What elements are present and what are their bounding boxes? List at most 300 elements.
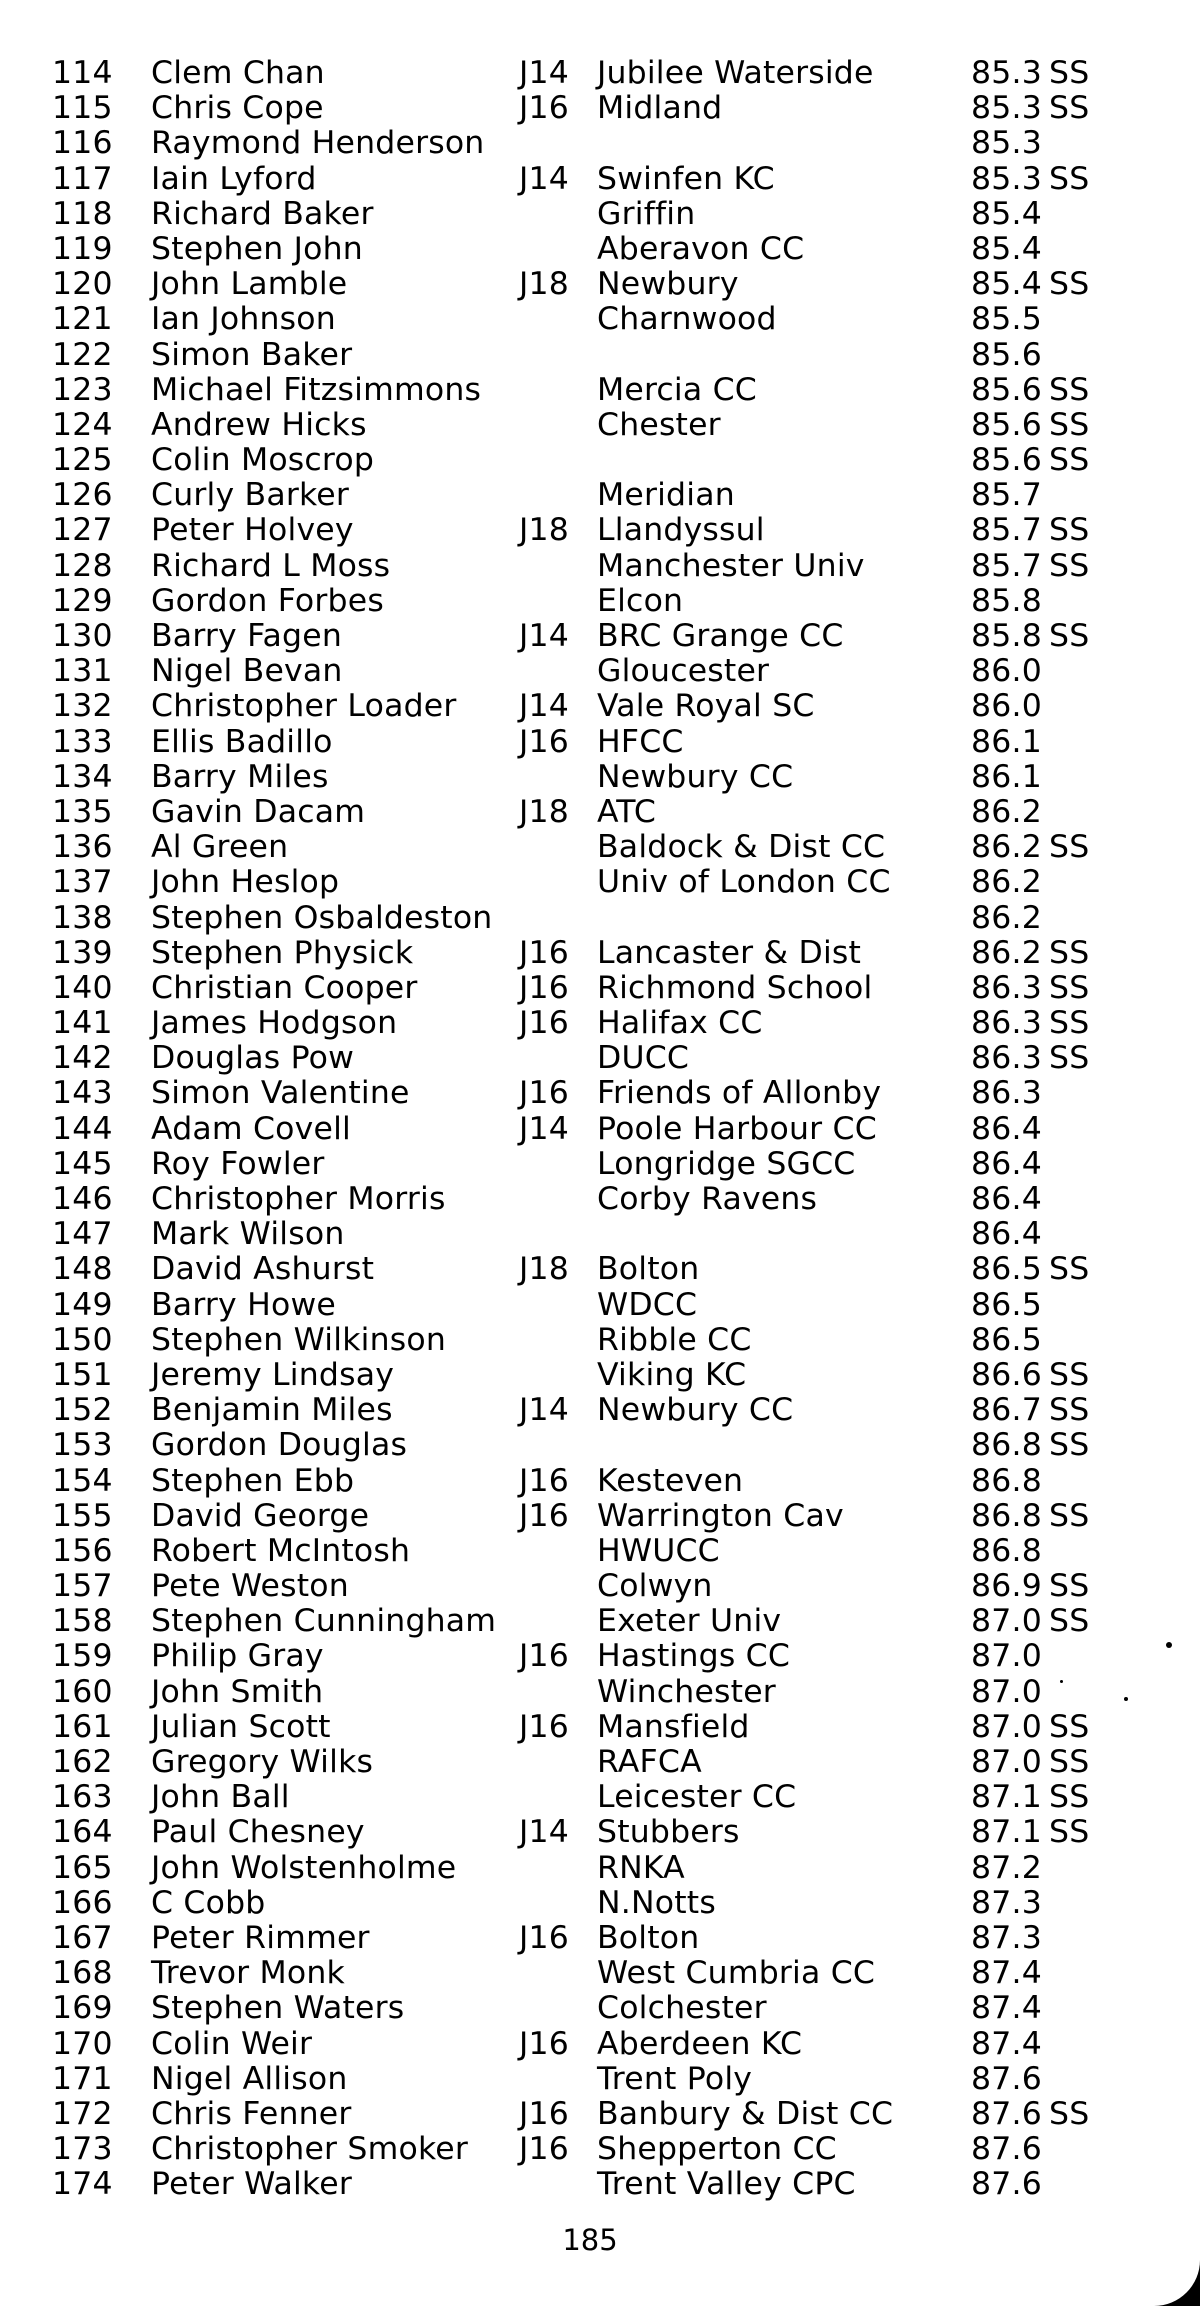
club-name: Midland	[597, 90, 723, 127]
club-name: Griffin	[597, 195, 696, 232]
result-row	[0, 232, 1200, 267]
club-name: Mercia CC	[597, 371, 757, 408]
result-flag: SS	[1049, 2095, 1090, 2132]
club-name: Chester	[597, 406, 721, 443]
club-name: Colwyn	[597, 1568, 713, 1605]
result-time: 86.3	[971, 969, 1042, 1006]
result-time: 85.8	[971, 618, 1042, 654]
competitor-name: Raymond Henderson	[151, 125, 485, 162]
result-time: 87.0	[971, 1638, 1042, 1675]
club-name: Ribble CC	[597, 1321, 752, 1358]
competitor-name: Chris Cope	[151, 90, 324, 127]
age-class: J18	[519, 1251, 569, 1288]
result-rank: 131	[52, 653, 113, 690]
club-name: Mansfield	[597, 1708, 750, 1745]
club-name: Winchester	[597, 1673, 776, 1710]
competitor-name: Nigel Bevan	[151, 653, 343, 690]
result-time: 86.8	[971, 1497, 1042, 1534]
result-time: 86.4	[971, 1110, 1042, 1147]
result-flag: SS	[1049, 1356, 1090, 1393]
club-name: Friends of Allonby	[597, 1075, 882, 1112]
club-name: Meridian	[597, 477, 735, 514]
age-class: J16	[519, 2095, 569, 2132]
result-row	[0, 408, 1200, 443]
result-rank: 174	[52, 2166, 113, 2203]
result-time: 86.4	[971, 1216, 1042, 1253]
result-row	[0, 1358, 1200, 1393]
competitor-name: Benjamin Miles	[151, 1392, 393, 1429]
result-flag: SS	[1049, 266, 1090, 303]
competitor-name: Michael Fitzsimmons	[151, 371, 482, 408]
competitor-name: Peter Rimmer	[151, 1919, 370, 1956]
result-row	[0, 1147, 1200, 1182]
result-flag: SS	[1049, 1005, 1090, 1042]
result-rank: 160	[52, 1673, 113, 1710]
result-time: 86.9	[971, 1568, 1042, 1605]
result-row	[0, 971, 1200, 1006]
result-row	[0, 2132, 1200, 2167]
club-name: Colchester	[597, 1990, 767, 2027]
competitor-name: Ellis Badillo	[151, 723, 333, 760]
result-row	[0, 1780, 1200, 1815]
club-name: Hastings CC	[597, 1638, 791, 1675]
club-name: Bolton	[597, 1251, 700, 1288]
result-row	[0, 1182, 1200, 1217]
result-time: 87.3	[971, 1884, 1042, 1921]
print-speck	[1060, 1680, 1063, 1683]
result-row	[0, 1393, 1200, 1428]
result-time: 85.3	[971, 160, 1042, 197]
competitor-name: Stephen Wilkinson	[151, 1321, 447, 1358]
competitor-name: Al Green	[151, 829, 289, 866]
age-class: J18	[519, 266, 569, 303]
result-rank: 139	[52, 934, 113, 971]
result-time: 86.0	[971, 688, 1042, 725]
result-time: 85.4	[971, 230, 1042, 267]
competitor-name: Barry Howe	[151, 1286, 337, 1323]
club-name: Banbury & Dist CC	[597, 2095, 894, 2132]
result-time: 87.0	[971, 1603, 1042, 1640]
club-name: ATC	[597, 793, 657, 830]
result-rank: 137	[52, 864, 113, 901]
result-rank: 122	[52, 336, 113, 373]
result-rank: 169	[52, 1990, 113, 2027]
result-rank: 121	[52, 301, 113, 338]
result-time: 86.5	[971, 1251, 1042, 1288]
result-row	[0, 1604, 1200, 1639]
result-rank: 129	[52, 582, 113, 619]
competitor-name: Peter Holvey	[151, 512, 354, 549]
result-row	[0, 1851, 1200, 1886]
result-rank: 119	[52, 230, 113, 267]
result-rank: 134	[52, 758, 113, 795]
result-row	[0, 2027, 1200, 2062]
result-rank: 144	[52, 1110, 113, 1147]
competitor-name: Christopher Loader	[151, 688, 457, 725]
result-row	[0, 654, 1200, 689]
result-row	[0, 549, 1200, 584]
club-name: HFCC	[597, 723, 684, 760]
result-row	[0, 1956, 1200, 1991]
age-class: J14	[519, 688, 569, 725]
result-flag: SS	[1049, 1251, 1090, 1288]
result-row	[0, 865, 1200, 900]
club-name: Elcon	[597, 582, 684, 619]
result-rank: 133	[52, 723, 113, 760]
result-flag: SS	[1049, 406, 1090, 443]
club-name: Richmond School	[597, 969, 873, 1006]
competitor-name: Curly Barker	[151, 477, 350, 514]
result-time: 86.2	[971, 864, 1042, 901]
result-rank: 117	[52, 160, 113, 197]
competitor-name: Gordon Forbes	[151, 582, 384, 619]
result-flag: SS	[1049, 90, 1090, 127]
competitor-name: Roy Fowler	[151, 1145, 325, 1182]
competitor-name: Iain Lyford	[151, 160, 317, 197]
result-flag: SS	[1049, 1568, 1090, 1605]
result-row	[0, 1534, 1200, 1569]
club-name: Baldock & Dist CC	[597, 829, 886, 866]
result-rank: 158	[52, 1603, 113, 1640]
result-time: 86.3	[971, 1005, 1042, 1042]
result-time: 85.4	[971, 195, 1042, 232]
club-name: Stubbers	[597, 1814, 740, 1851]
result-flag: SS	[1049, 160, 1090, 197]
club-name: Swinfen KC	[597, 160, 775, 197]
result-row	[0, 338, 1200, 373]
result-time: 85.6	[971, 371, 1042, 408]
club-name: Jubilee Waterside	[597, 55, 874, 91]
result-time: 87.6	[971, 2131, 1042, 2168]
result-rank: 135	[52, 793, 113, 830]
result-row	[0, 1041, 1200, 1076]
competitor-name: Gordon Douglas	[151, 1427, 408, 1464]
competitor-name: David George	[151, 1497, 370, 1534]
result-time: 86.8	[971, 1427, 1042, 1464]
age-class: J14	[519, 1814, 569, 1851]
competitor-name: John Wolstenholme	[151, 1849, 457, 1886]
result-time: 85.5	[971, 301, 1042, 338]
result-rank: 161	[52, 1708, 113, 1745]
result-time: 85.6	[971, 442, 1042, 479]
result-rank: 152	[52, 1392, 113, 1429]
result-time: 86.4	[971, 1181, 1042, 1217]
competitor-name: Stephen Osbaldeston	[151, 899, 493, 936]
age-class: J14	[519, 618, 569, 654]
result-time: 86.5	[971, 1321, 1042, 1358]
result-time: 85.6	[971, 406, 1042, 443]
competitor-name: Paul Chesney	[151, 1814, 365, 1851]
result-rank: 140	[52, 969, 113, 1006]
result-rank: 163	[52, 1779, 113, 1816]
competitor-name: Christian Cooper	[151, 969, 418, 1006]
competitor-name: Stephen Physick	[151, 934, 414, 971]
result-flag: SS	[1049, 829, 1090, 866]
age-class: J16	[519, 1497, 569, 1534]
result-rank: 150	[52, 1321, 113, 1358]
result-row	[0, 302, 1200, 337]
club-name: Newbury CC	[597, 1392, 794, 1429]
age-class: J14	[519, 160, 569, 197]
result-flag: SS	[1049, 1497, 1090, 1534]
club-name: N.Notts	[597, 1884, 716, 1921]
result-row	[0, 795, 1200, 830]
result-time: 85.4	[971, 266, 1042, 303]
result-row	[0, 936, 1200, 971]
result-time: 87.0	[971, 1673, 1042, 1710]
competitor-name: Andrew Hicks	[151, 406, 367, 443]
club-name: Leicester CC	[597, 1779, 797, 1816]
result-row	[0, 1921, 1200, 1956]
result-time: 85.6	[971, 336, 1042, 373]
result-rank: 164	[52, 1814, 113, 1851]
result-row	[0, 760, 1200, 795]
result-rank: 115	[52, 90, 113, 127]
result-row	[0, 1675, 1200, 1710]
result-row	[0, 91, 1200, 126]
result-row	[0, 1323, 1200, 1358]
club-name: WDCC	[597, 1286, 698, 1323]
result-time: 85.7	[971, 547, 1042, 584]
result-time: 87.0	[971, 1708, 1042, 1745]
result-time: 87.6	[971, 2166, 1042, 2203]
result-rank: 173	[52, 2131, 113, 2168]
result-row	[0, 162, 1200, 197]
club-name: DUCC	[597, 1040, 690, 1077]
result-rank: 157	[52, 1568, 113, 1605]
print-speck	[1166, 1642, 1172, 1648]
result-flag: SS	[1049, 969, 1090, 1006]
result-rank: 149	[52, 1286, 113, 1323]
club-name: Halifax CC	[597, 1005, 763, 1042]
result-time: 86.5	[971, 1286, 1042, 1323]
competitor-name: John Lamble	[151, 266, 348, 303]
result-row	[0, 56, 1200, 91]
competitor-name: Richard L Moss	[151, 547, 391, 584]
result-rank: 171	[52, 2060, 113, 2097]
competitor-name: Mark Wilson	[151, 1216, 345, 1253]
age-class: J16	[519, 934, 569, 971]
result-rank: 142	[52, 1040, 113, 1077]
result-flag: SS	[1049, 1427, 1090, 1464]
result-time: 87.4	[971, 2025, 1042, 2062]
club-name: Newbury CC	[597, 758, 794, 795]
result-rank: 172	[52, 2095, 113, 2132]
result-rank: 118	[52, 195, 113, 232]
result-flag: SS	[1049, 934, 1090, 971]
club-name: Gloucester	[597, 653, 770, 690]
club-name: Bolton	[597, 1919, 700, 1956]
result-time: 86.1	[971, 723, 1042, 760]
club-name: BRC Grange CC	[597, 618, 844, 654]
club-name: Trent Valley CPC	[597, 2166, 856, 2203]
competitor-name: James Hodgson	[151, 1005, 398, 1042]
result-time: 86.0	[971, 653, 1042, 690]
competitor-name: Robert McIntosh	[151, 1532, 411, 1569]
competitor-name: Clem Chan	[151, 55, 325, 91]
competitor-name: Adam Covell	[151, 1110, 351, 1147]
result-row	[0, 1252, 1200, 1287]
result-rank: 146	[52, 1181, 113, 1217]
club-name: Llandyssul	[597, 512, 765, 549]
result-row	[0, 513, 1200, 548]
result-time: 87.3	[971, 1919, 1042, 1956]
result-time: 86.7	[971, 1392, 1042, 1429]
result-rank: 125	[52, 442, 113, 479]
print-speck	[1124, 1697, 1128, 1701]
result-row	[0, 830, 1200, 865]
competitor-name: Philip Gray	[151, 1638, 324, 1675]
competitor-name: Christopher Morris	[151, 1181, 446, 1217]
result-rank: 127	[52, 512, 113, 549]
club-name: West Cumbria CC	[597, 1955, 876, 1992]
result-time: 86.2	[971, 793, 1042, 830]
result-row	[0, 2167, 1200, 2202]
result-row	[0, 689, 1200, 724]
result-rank: 151	[52, 1356, 113, 1393]
result-rank: 114	[52, 55, 113, 91]
result-time: 87.6	[971, 2060, 1042, 2097]
result-flag: SS	[1049, 55, 1090, 91]
competitor-name: Simon Baker	[151, 336, 353, 373]
result-rank: 166	[52, 1884, 113, 1921]
competitor-name: Richard Baker	[151, 195, 374, 232]
result-rank: 132	[52, 688, 113, 725]
result-time: 86.8	[971, 1462, 1042, 1499]
page-number: 185	[562, 2223, 618, 2257]
result-row	[0, 267, 1200, 302]
result-rank: 145	[52, 1145, 113, 1182]
result-rank: 141	[52, 1005, 113, 1042]
age-class: J16	[519, 1638, 569, 1675]
result-row	[0, 1745, 1200, 1780]
result-rank: 128	[52, 547, 113, 584]
result-time: 85.7	[971, 512, 1042, 549]
result-row	[0, 197, 1200, 232]
age-class: J16	[519, 1919, 569, 1956]
competitor-name: David Ashurst	[151, 1251, 375, 1288]
club-name: Trent Poly	[597, 2060, 753, 2097]
result-row	[0, 1569, 1200, 1604]
result-rank: 138	[52, 899, 113, 936]
club-name: Charnwood	[597, 301, 777, 338]
result-row	[0, 126, 1200, 161]
competitor-name: Peter Walker	[151, 2166, 352, 2203]
result-rank: 123	[52, 371, 113, 408]
result-time: 87.6	[971, 2095, 1042, 2132]
age-class: J16	[519, 2131, 569, 2168]
result-rank: 143	[52, 1075, 113, 1112]
result-flag: SS	[1049, 512, 1090, 549]
competitor-name: Stephen Cunningham	[151, 1603, 497, 1640]
club-name: Shepperton CC	[597, 2131, 837, 2168]
competitor-name: John Heslop	[151, 864, 340, 901]
competitor-name: Colin Moscrop	[151, 442, 375, 479]
result-rank: 156	[52, 1532, 113, 1569]
result-rank: 167	[52, 1919, 113, 1956]
result-flag: SS	[1049, 1708, 1090, 1745]
result-row	[0, 478, 1200, 513]
result-time: 86.2	[971, 934, 1042, 971]
result-row	[0, 2062, 1200, 2097]
result-row	[0, 584, 1200, 619]
age-class: J16	[519, 1462, 569, 1499]
result-row	[0, 1886, 1200, 1921]
age-class: J16	[519, 90, 569, 127]
result-rank: 116	[52, 125, 113, 162]
result-rank: 159	[52, 1638, 113, 1675]
club-name: Aberdeen KC	[597, 2025, 803, 2062]
result-rank: 120	[52, 266, 113, 303]
result-flag: SS	[1049, 1040, 1090, 1077]
club-name: Corby Ravens	[597, 1181, 818, 1217]
competitor-name: Julian Scott	[151, 1708, 331, 1745]
result-flag: SS	[1049, 1779, 1090, 1816]
club-name: HWUCC	[597, 1532, 720, 1569]
result-flag: SS	[1049, 1744, 1090, 1780]
result-row	[0, 1217, 1200, 1252]
competitor-name: Gregory Wilks	[151, 1744, 374, 1780]
result-rank: 136	[52, 829, 113, 866]
competitor-name: Stephen Waters	[151, 1990, 405, 2027]
competitor-name: Colin Weir	[151, 2025, 313, 2062]
result-time: 87.4	[971, 1955, 1042, 1992]
club-name: Vale Royal SC	[597, 688, 815, 725]
result-flag: SS	[1049, 547, 1090, 584]
club-name: Longridge SGCC	[597, 1145, 856, 1182]
result-row	[0, 373, 1200, 408]
result-time: 87.2	[971, 1849, 1042, 1886]
age-class: J14	[519, 1110, 569, 1147]
club-name: Manchester Univ	[597, 547, 865, 584]
age-class: J14	[519, 1392, 569, 1429]
competitor-name: Barry Fagen	[151, 618, 342, 654]
club-name: Newbury	[597, 266, 739, 303]
club-name: Exeter Univ	[597, 1603, 782, 1640]
competitor-name: C Cobb	[151, 1884, 266, 1921]
result-row	[0, 1288, 1200, 1323]
age-class: J16	[519, 1075, 569, 1112]
result-row	[0, 1006, 1200, 1041]
competitor-name: Pete Weston	[151, 1568, 349, 1605]
result-row	[0, 725, 1200, 760]
club-name: Warrington Cav	[597, 1497, 844, 1534]
club-name: Lancaster & Dist	[597, 934, 862, 971]
result-time: 86.6	[971, 1356, 1042, 1393]
competitor-name: Stephen Ebb	[151, 1462, 355, 1499]
competitor-name: Trevor Monk	[151, 1955, 345, 1992]
competitor-name: Simon Valentine	[151, 1075, 410, 1112]
age-class: J16	[519, 969, 569, 1006]
competitor-name: Stephen John	[151, 230, 363, 267]
club-name: Poole Harbour CC	[597, 1110, 877, 1147]
result-time: 86.3	[971, 1075, 1042, 1112]
result-rank: 126	[52, 477, 113, 514]
result-rank: 162	[52, 1744, 113, 1780]
result-time: 86.3	[971, 1040, 1042, 1077]
result-time: 86.8	[971, 1532, 1042, 1569]
result-flag: SS	[1049, 442, 1090, 479]
result-row	[0, 1639, 1200, 1674]
result-row	[0, 619, 1200, 654]
result-time: 85.3	[971, 125, 1042, 162]
result-flag: SS	[1049, 1814, 1090, 1851]
age-class: J18	[519, 793, 569, 830]
competitor-name: John Ball	[151, 1779, 290, 1816]
result-flag: SS	[1049, 371, 1090, 408]
result-time: 85.3	[971, 55, 1042, 91]
age-class: J16	[519, 1005, 569, 1042]
